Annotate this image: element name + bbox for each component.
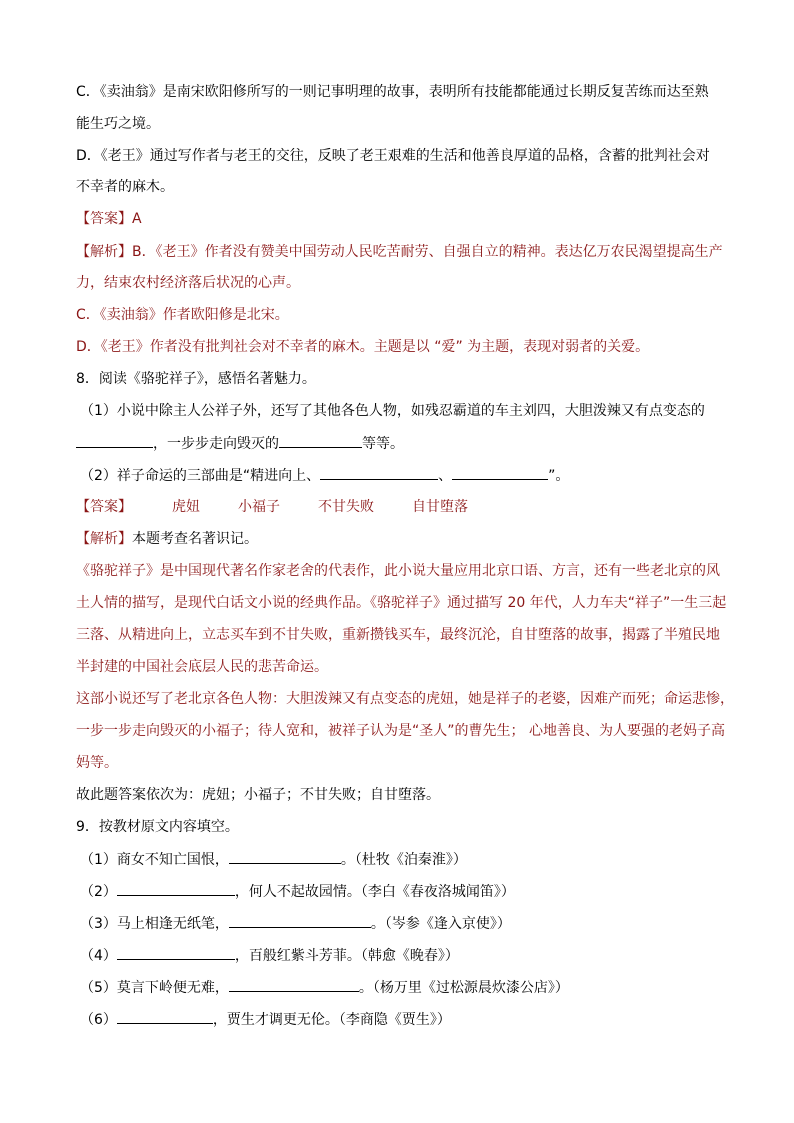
q9-item-1 <box>80 849 467 870</box>
q9-stem: 9．按教材原文内容填空。 <box>76 819 239 835</box>
q8-part2-sep: 、 <box>438 468 453 484</box>
fill-blank[interactable] <box>279 433 362 448</box>
fill-blank[interactable] <box>117 945 235 960</box>
q8-para1-line-4: 半封建的中国社会底层人民的悲苦命运。 <box>76 659 328 675</box>
q7-analysis-b-line-2: 力，结束农村经济落后状况的心声。 <box>76 275 300 291</box>
fill-blank[interactable] <box>229 849 341 864</box>
q9-item-3 <box>80 913 511 934</box>
item-text: ，贾生才调更无伦。（李商隐《贾生》） <box>212 1012 451 1028</box>
answer-value: A <box>132 211 142 227</box>
item-number: （2） <box>80 884 117 900</box>
q8-answer <box>76 497 468 517</box>
item-number: （1） <box>80 852 117 868</box>
fill-blank[interactable] <box>76 433 153 448</box>
q8-para2-line-3: 妈等。 <box>76 755 118 771</box>
item-text: 。（岑参《逢入京使》） <box>370 916 511 932</box>
option-d-line-2: 不幸者的麻木。 <box>76 179 174 195</box>
item-text: 商女不知亡国恨， <box>116 852 229 868</box>
answer-item: 不甘失败 <box>318 499 374 515</box>
item-text: 马上相逢无纸笔， <box>116 916 229 932</box>
q7-analysis-c: C．《卖油翁》作者欧阳修是北宋。 <box>76 307 289 323</box>
fill-blank[interactable] <box>229 913 371 928</box>
item-text: ，百般红紫斗芳菲。（韩愈《晚春》） <box>234 948 459 964</box>
item-number: （4） <box>80 948 117 964</box>
item-text: 莫言下岭便无难， <box>116 980 229 996</box>
analysis-label: 【解析】 <box>76 244 132 260</box>
q8-conclusion: 故此题答案依次为：虎妞；小福子；不甘失败；自甘堕落。 <box>76 787 440 803</box>
fill-blank[interactable] <box>117 881 235 896</box>
q8-part2-start: （2）祥子命运的三部曲是“精进向上、 <box>80 468 321 484</box>
q8-analysis-intro <box>76 529 258 549</box>
q8-para1-line-2: 土人情的描写，是现代白话文小说的经典作品。《骆驼祥子》通过描写 20 年代，人力车夫“祥子”一生三起 <box>76 595 727 611</box>
option-c-line-2: 能生巧之境。 <box>76 116 160 132</box>
analysis-intro-text: 本题考查名著识记。 <box>132 531 258 547</box>
q8-para1-line-3: 三落、从精进向上，立志买车到不甘失败，重新攒钱买车，最终沉沦，自甘堕落的故事，揭露了半殖民地 <box>76 627 720 643</box>
answer-item: 虎妞 <box>172 499 200 515</box>
q8-stem: 8．阅读《骆驼祥子》，感悟名著魅力。 <box>76 371 316 387</box>
q8-part1-line-1: （1）小说中除主人公祥子外，还写了其他各色人物，如残忍霸道的车主刘四，大胆泼辣又有点变态的 <box>80 403 705 419</box>
q9-item-4 <box>80 945 459 966</box>
option-c-line-1: C．《卖油翁》是南宋欧阳修所写的一则记事明理的故事，表明所有技能都能通过长期反复苦练而达至熟 <box>76 84 709 100</box>
fill-blank[interactable] <box>320 465 438 480</box>
item-text: 。（杜牧《泊秦淮》） <box>340 852 467 868</box>
fill-blank[interactable] <box>117 1009 213 1024</box>
q7-analysis-d: D．《老王》作者没有批判社会对不幸者的麻木。主题是以 “爱” 为主题，表现对弱者的关爱。 <box>76 339 650 355</box>
answer-item: 自甘堕落 <box>412 499 468 515</box>
fill-blank[interactable] <box>229 977 359 992</box>
item-text: 。（杨万里《过松源晨炊漆公店》） <box>358 980 569 996</box>
q7-answer <box>76 209 142 229</box>
q8-part2 <box>80 465 569 486</box>
analysis-label: 【解析】 <box>76 531 132 547</box>
answer-item: 小福子 <box>238 499 280 515</box>
item-number: （6） <box>80 1012 117 1028</box>
option-d-line-1: D．《老王》通过写作者与老王的交往，反映了老王艰难的生活和他善良厚道的品格，含蓄的批判社会对 <box>76 148 710 164</box>
item-number: （5） <box>80 980 117 996</box>
answer-label: 【答案】 <box>76 211 132 227</box>
q9-item-2 <box>80 881 515 902</box>
fill-blank[interactable] <box>452 465 548 480</box>
analysis-b-text: B．《老王》作者没有赞美中国劳动人民吃苦耐劳、自强自立的精神。表达亿万农民渴望提高生产 <box>132 244 723 260</box>
q8-para1-line-1: 《骆驼祥子》是中国现代著名作家老舍的代表作，此小说大量应用北京口语、方言，还有一些老北京的风 <box>76 563 720 579</box>
q8-part2-end: ”。 <box>548 468 570 484</box>
q9-item-5 <box>80 977 569 998</box>
q8-part1-end-text: 等等。 <box>362 436 404 452</box>
answer-label: 【答案】 <box>76 499 132 515</box>
q8-para2-line-1: 这部小说还写了老北京各色人物：大胆泼辣又有点变态的虎妞，她是祥子的老婆，因难产而死；命运悲惨， <box>76 691 734 707</box>
q9-item-6 <box>80 1009 451 1030</box>
item-number: （3） <box>80 916 117 932</box>
q7-analysis-b-line-1 <box>76 242 723 262</box>
q8-part1-mid-text: ，一步步走向毁灭的 <box>153 436 279 452</box>
item-text: ，何人不起故园情。（李白《春夜洛城闻笛》） <box>234 884 515 900</box>
q8-part1-line-2 <box>76 433 404 454</box>
q8-para2-line-2: 一步一步走向毁灭的小福子；待人宽和，被祥子认为是“圣人”的曹先生； 心地善良、为人要强的老妈子高 <box>76 723 725 739</box>
